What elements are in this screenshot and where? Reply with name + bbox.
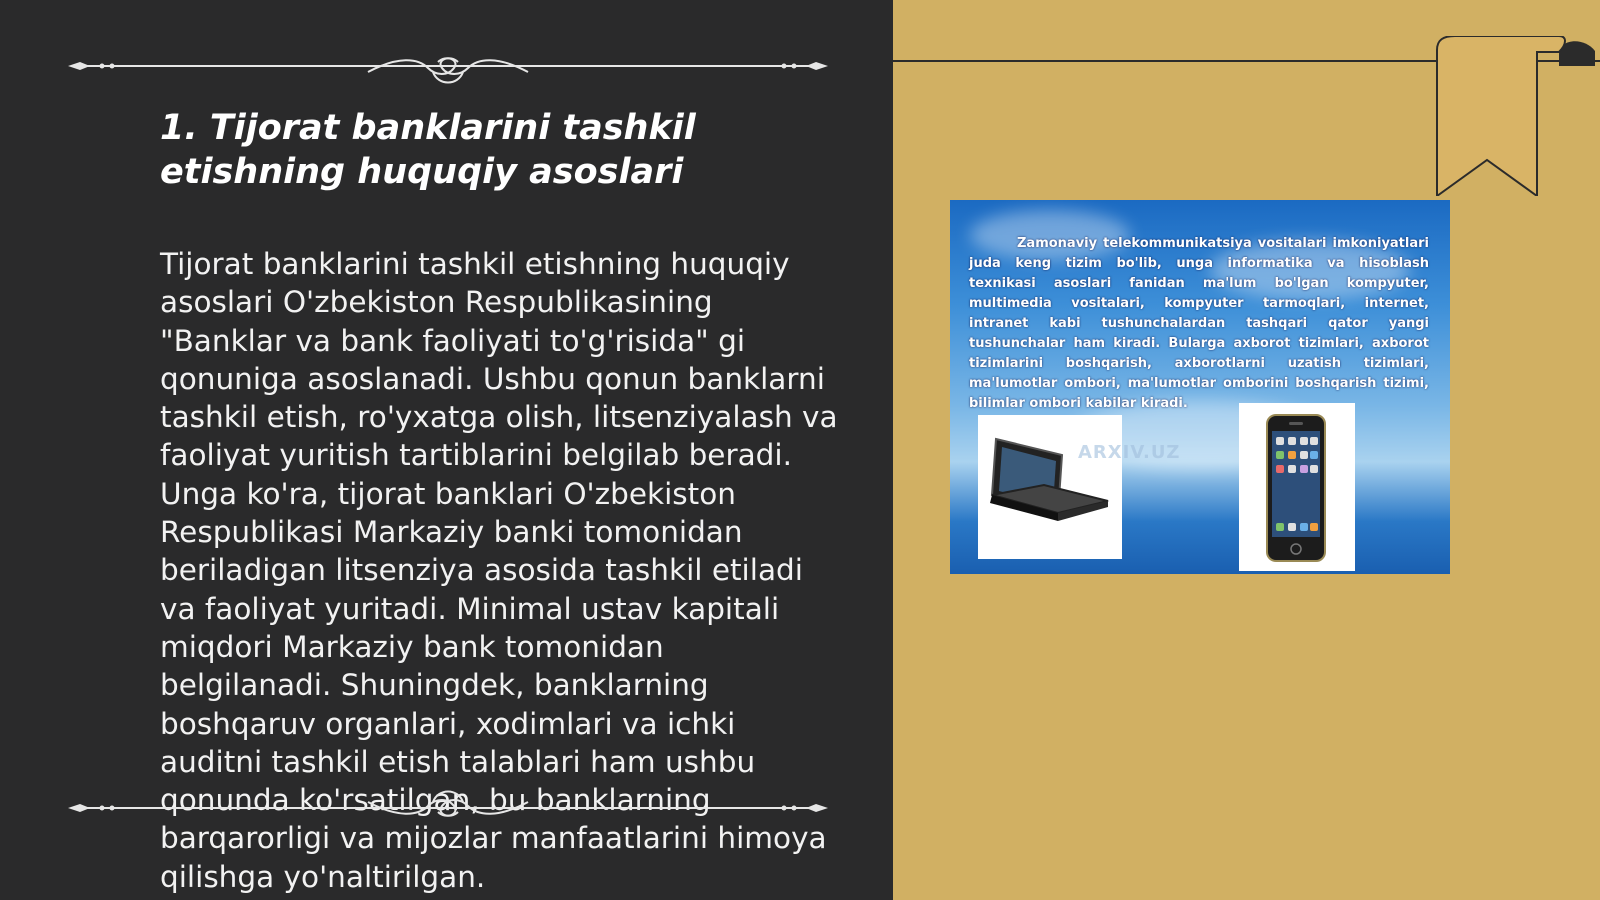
smartphone-image bbox=[1239, 403, 1355, 571]
slide-body-text: Tijorat banklarini tashkil etishning huquqiy asoslari O'zbekiston Respublikasining "Banklar va bank faoliyati to'g'risida" gi qonuniga asoslanadi. Ushbu qonun banklarni tashkil etish, ro'yxatga olish, litsenziyalash va faoliyat yuritish tartiblarini belgilab beradi. Unga ko'ra, tijorat banklari O'zbekiston Respublikasi Markaziy banki tomonidan beriladigan litsenziya asosida tashkil etiladi va faoliyat yuritadi. Minimal ustav kapitali miqdori Markaziy bank tomonidan belgilanadi. Shuningdek, banklarning boshqaruv organlari, xodimlari va ichki auditni tashkil etish talablari ham ushbu qonunda ko'rsatilgan, bu banklarning barqarorligi va mijozlar manfaatlarini himoya qilishga yo'naltirilgan. bbox=[160, 247, 838, 894]
slide-title: 1. Tijorat banklarini tashkil etishning huquqiy asoslari bbox=[160, 108, 696, 192]
ornament-divider-bottom bbox=[68, 788, 828, 828]
telecom-picture bbox=[950, 200, 1450, 574]
watermark-text: ARXIV.UZ bbox=[1078, 442, 1181, 463]
laptop-image bbox=[978, 415, 1122, 559]
smartphone-icon bbox=[1239, 403, 1355, 571]
picture-caption-text: Zamonaviy telekommunikatsiya vositalari imkoniyatlari juda keng tizim bo'lib, unga informatika va hisoblash texnikasi asoslari fanidan ma'lum bo'lgan kompyuter, multimedia vositalari, kompyuter tarmoqlari, internet, intranet kabi tushunchalardan tashqari qator yangi tushunchalar ham kiradi. Bularga axborot tizimlari, axborot tizimlarini boshqarish, axborotlarni uzatish tizimlari, ma'lumotlar ombori, ma'lumotlar omborini boshqarish tizimi, bilimlar ombori kabilar kiradi. bbox=[969, 236, 1429, 411]
laptop-icon bbox=[978, 415, 1122, 559]
bookmark-ribbon-icon bbox=[1435, 36, 1595, 196]
ornament-divider-top bbox=[68, 46, 828, 86]
